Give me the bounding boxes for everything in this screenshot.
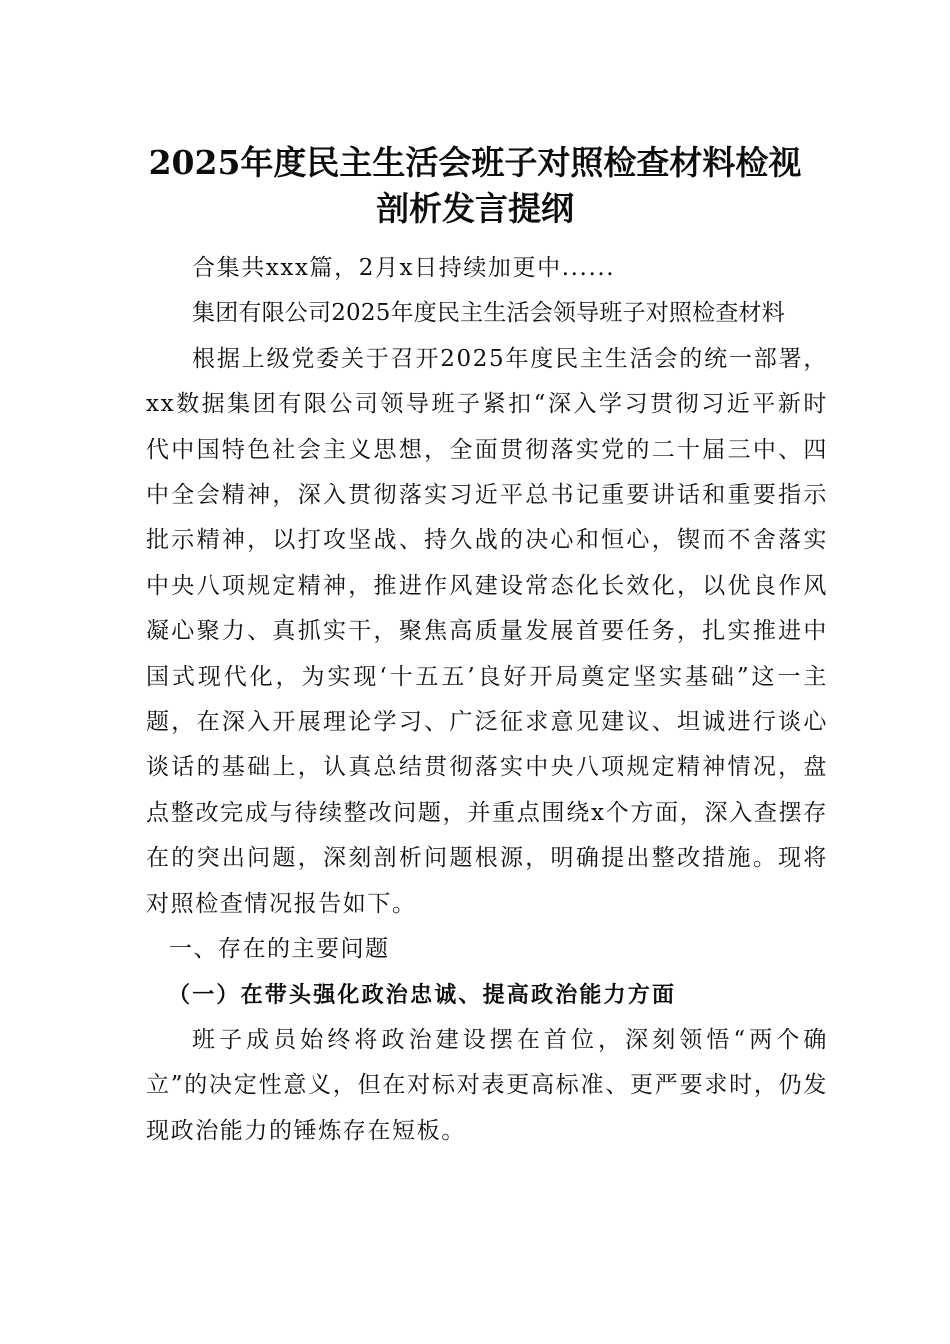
subsection-paragraph: 班子成员始终将政治建设摆在首位，深刻领悟“两个确立”的决定性意义，但在对标对表更高标准、更严要求时，仍发现政治能力的锤炼存在短板。 xyxy=(146,1026,828,1144)
subsection-heading: （一）在带头强化政治忠诚、提高政治能力方面 xyxy=(168,981,677,1008)
document-body xyxy=(146,246,828,1154)
document-title-line-2: 剖析发言提纲 xyxy=(376,189,574,228)
section-heading: 一、存在的主要问题 xyxy=(169,936,390,963)
intro-paragraph: 合集共xxx篇，2月x日持续加更中...... xyxy=(192,255,616,281)
subtitle-paragraph: 集团有限公司2025年度民主生活会领导班子对照检查材料 xyxy=(192,300,785,327)
main-paragraph: 根据上级党委关于召开2025年度民主生活会的统一部署，xx数据集团有限公司领导班子紧扣“深入学习贯彻习近平新时代中国特色社会主义思想，全面贯彻落实党的二十届三中、四中全会精神，深入贯彻落实习近平总书记重要讲话和重要指示批示精神，以打攻坚战、持久战的决心和恒心，锲而不舍落实中央八项规定精神，推进作风建设常态化长效化，以优良作风凝心聚力、真抓实干，聚焦高质量发展首要任务，扎实推进中国式现代化，为实现‘十五五’良好开局奠定坚实基础”这一主题，在深入开展理论学习、广泛征求意见建议、坦诚进行谈心谈话的基础上，认真总结贯彻落实中央八项规定精神情况，盘点整改完成与待续整改问题，并重点围绕x个方面，深入查摆存在的突出问题，深刻剖析问题根源，明确提出整改措施。现将对照检查情况报告如下。 xyxy=(146,345,828,917)
document-title-line-1: 2025年度民主生活会班子对照检查材料检视 xyxy=(148,143,802,182)
